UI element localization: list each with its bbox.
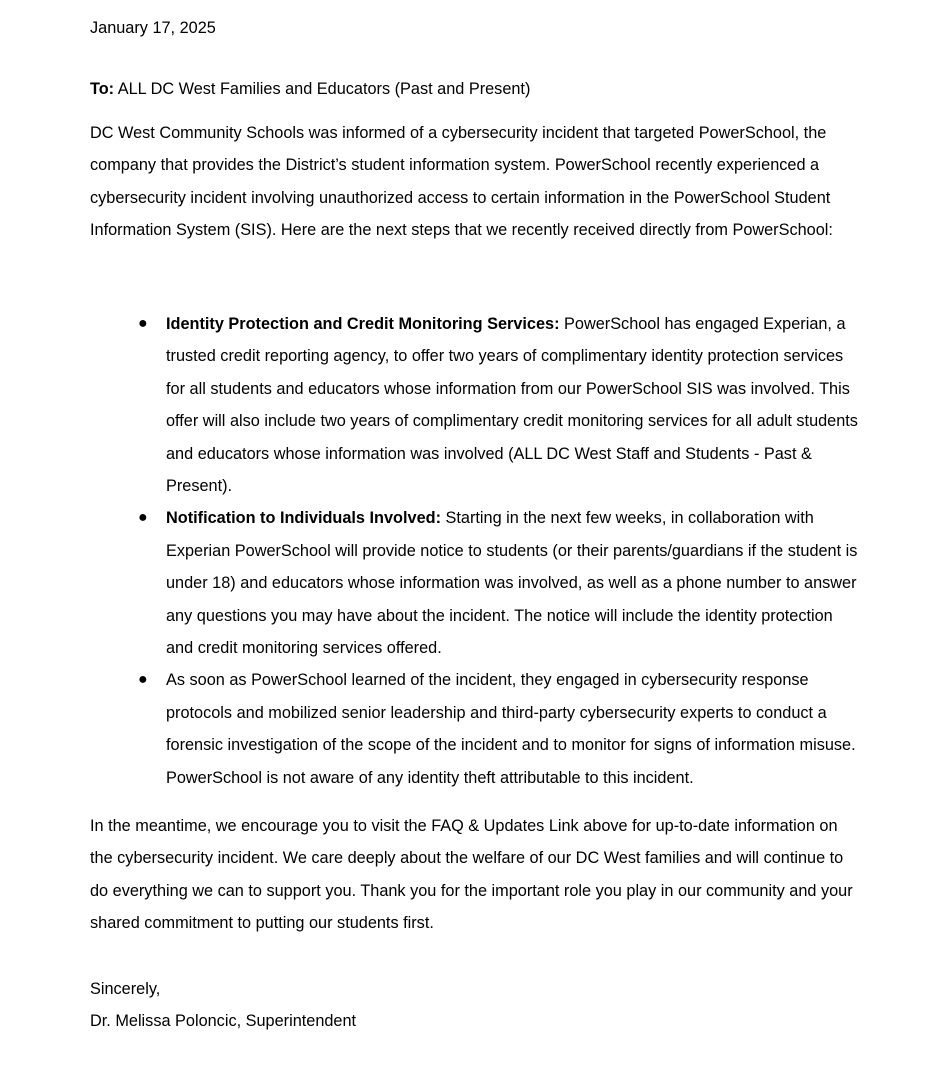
list-item (90, 664, 860, 794)
bullet-text: As soon as PowerSchool learned of the incident, they engaged in cybersecurity response protocols and mobilized senior leadership and third-party cybersecurity experts to conduct a forensic investigation of the scope of the incident and to monitor for signs of information misuse. PowerSchool is not aware of any identity theft attributable to this incident. (166, 671, 856, 787)
recipient-text: ALL DC West Families and Educators (Past and Present) (117, 80, 531, 98)
recipient-line (90, 80, 530, 99)
recipient-label: To: (90, 80, 115, 98)
next-steps-list (90, 308, 860, 794)
bullet-icon: ● (138, 509, 148, 527)
letter-date: January 17, 2025 (90, 19, 216, 37)
closing-paragraph: In the meantime, we encourage you to visit the FAQ & Updates Link above for up-to-date information on the cybersecurity incident. We care deeply about the welfare of our DC West families and will continue to do everything we can to support you. Thank you for the important role you play in our community and your shared commitment to putting our students first. (90, 817, 853, 933)
signoff: Sincerely, (90, 980, 161, 998)
bullet-heading: Notification to Individuals Involved: (166, 509, 441, 528)
bullet-text: Starting in the next few weeks, in collaboration with Experian PowerSchool will provide notice to students (or their parents/guardians if the student is under 18) and educators whose information was involved, as well as a phone number to answer any questions you may have about the incident. The notice will include the identity protection and credit monitoring services offered. (166, 509, 858, 658)
signature: Dr. Melissa Poloncic, Superintendent (90, 1012, 357, 1030)
bullet-heading: Identity Protection and Credit Monitoring Services: (166, 315, 560, 333)
bullet-icon: ● (138, 315, 148, 332)
list-item (90, 502, 860, 664)
intro-paragraph: DC West Community Schools was informed of a cybersecurity incident that targeted PowerSchool, the company that provides the District’s student information system. PowerSchool recently experienced a cybersecurity incident involving unauthorized access to certain information in the PowerSchool Student Information System (SIS). Here are the next steps that we recently received directly from PowerSchool: (90, 124, 833, 240)
bullet-text: PowerSchool has engaged Experian, a trusted credit reporting agency, to offer two years of complimentary identity protection services for all students and educators whose information from our PowerSchool SIS was involved. This offer will also include two years of complimentary credit monitoring services for all adult students and educators whose information was involved (ALL DC West Staff and Students - Past & Present). (166, 315, 858, 496)
bullet-icon: ● (138, 671, 148, 689)
list-item (90, 308, 860, 502)
